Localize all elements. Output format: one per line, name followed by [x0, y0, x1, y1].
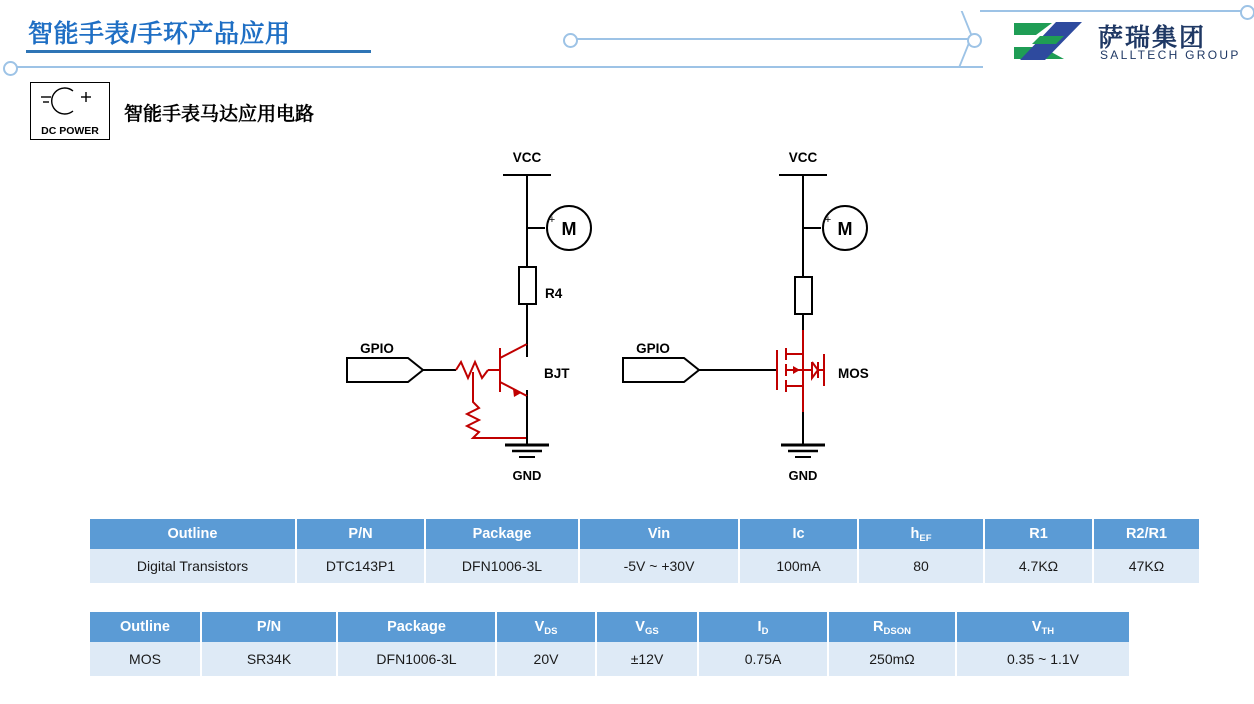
svg-text:+: +: [824, 214, 832, 226]
logo-chinese-name: 萨瑞集团: [1098, 24, 1207, 52]
bjt-transistor-symbol: [456, 344, 527, 438]
col-package: Package: [338, 612, 495, 642]
decorative-circle-icon: [563, 33, 578, 48]
decorative-circle-icon: [967, 33, 982, 48]
cell-vin: -5V ~ +30V: [580, 549, 738, 583]
col-outline: Outline: [90, 519, 295, 549]
table-row: [90, 642, 1129, 676]
decorative-line-top: [570, 38, 980, 40]
bjt-gpio-port: [347, 358, 456, 382]
section-subtitle: 智能手表马达应用电路: [124, 104, 315, 125]
mos-gnd-label: GND: [788, 468, 818, 483]
cell-package: DFN1006-3L: [338, 642, 495, 676]
cell-vds: 20V: [497, 642, 595, 676]
col-rdson: $R_{DSON}$: [829, 612, 955, 642]
cell-outline: Digital Transistors: [90, 549, 295, 583]
mos-gpio-label: GPIO: [636, 341, 670, 356]
svg-text:+: +: [548, 214, 556, 226]
mos-vcc-label: VCC: [788, 150, 818, 165]
dc-power-icon-box: [30, 82, 110, 140]
cell-package: DFN1006-3L: [426, 549, 578, 583]
table-header-row: [90, 612, 1129, 642]
salltech-logo-mark: [1012, 20, 1086, 62]
page-header: [0, 0, 1254, 80]
col-id: $I_D$: [699, 612, 827, 642]
cell-r1: 4.7KΩ: [985, 549, 1092, 583]
col-vgs: $V_{GS}$: [597, 612, 697, 642]
mos-motor-symbol: [823, 206, 867, 250]
logo-english-name: SALLTECH GROUP: [1100, 48, 1241, 62]
title-underline: [26, 50, 371, 53]
company-logo: [1012, 18, 1244, 66]
mosfet-symbol: [777, 330, 824, 412]
bjt-gpio-label: GPIO: [360, 341, 394, 356]
col-ic: Ic: [740, 519, 857, 549]
table-row: [90, 549, 1199, 583]
circuit-schematic: [0, 140, 1254, 510]
page-title: 智能手表/手环产品应用: [28, 20, 291, 48]
cell-pn: SR34K: [202, 642, 336, 676]
table-header-row: [90, 519, 1199, 549]
mos-device-label: MOS: [838, 366, 869, 381]
bjt-gnd-label: GND: [512, 468, 542, 483]
col-vds: $V_{DS}$: [497, 612, 595, 642]
mos-gpio-port: [623, 358, 776, 382]
col-pn: P/N: [202, 612, 336, 642]
col-package: Package: [426, 519, 578, 549]
col-pn: P/N: [297, 519, 424, 549]
cell-vth: 0.35 ~ 1.1V: [957, 642, 1129, 676]
bjt-spec-table: [88, 519, 1201, 583]
dc-power-icon: [31, 83, 107, 123]
cell-outline: MOS: [90, 642, 200, 676]
decorative-line-right: [980, 10, 1245, 12]
col-hef: $h_{EF}$: [859, 519, 983, 549]
cell-vgs: ±12V: [597, 642, 697, 676]
cell-r2r1: 47KΩ: [1094, 549, 1199, 583]
bjt-motor-symbol: [547, 206, 591, 250]
dc-power-label: DC POWER: [41, 125, 99, 137]
schematic-svg: [0, 140, 1254, 510]
mos-spec-table: [88, 612, 1131, 676]
bjt-spec-table-wrapper: [88, 519, 1201, 583]
svg-text:M: M: [837, 219, 853, 239]
bjt-vcc-label: VCC: [512, 150, 542, 165]
cell-pn: DTC143P1: [297, 549, 424, 583]
svg-text:M: M: [561, 219, 577, 239]
col-vin: Vin: [580, 519, 738, 549]
cell-rdson: 250mΩ: [829, 642, 955, 676]
cell-id: 0.75A: [699, 642, 827, 676]
bjt-r4-label: R4: [545, 286, 563, 301]
decorative-circle-icon: [3, 61, 18, 76]
col-outline: Outline: [90, 612, 200, 642]
col-r2r1: R2/R1: [1094, 519, 1199, 549]
decorative-line-bottom: [8, 66, 983, 68]
bjt-device-label: BJT: [544, 366, 570, 381]
col-vth: $V_{TH}$: [957, 612, 1129, 642]
cell-hef: 80: [859, 549, 983, 583]
mos-spec-table-wrapper: [88, 612, 1131, 676]
cell-ic: 100mA: [740, 549, 857, 583]
col-r1: R1: [985, 519, 1092, 549]
